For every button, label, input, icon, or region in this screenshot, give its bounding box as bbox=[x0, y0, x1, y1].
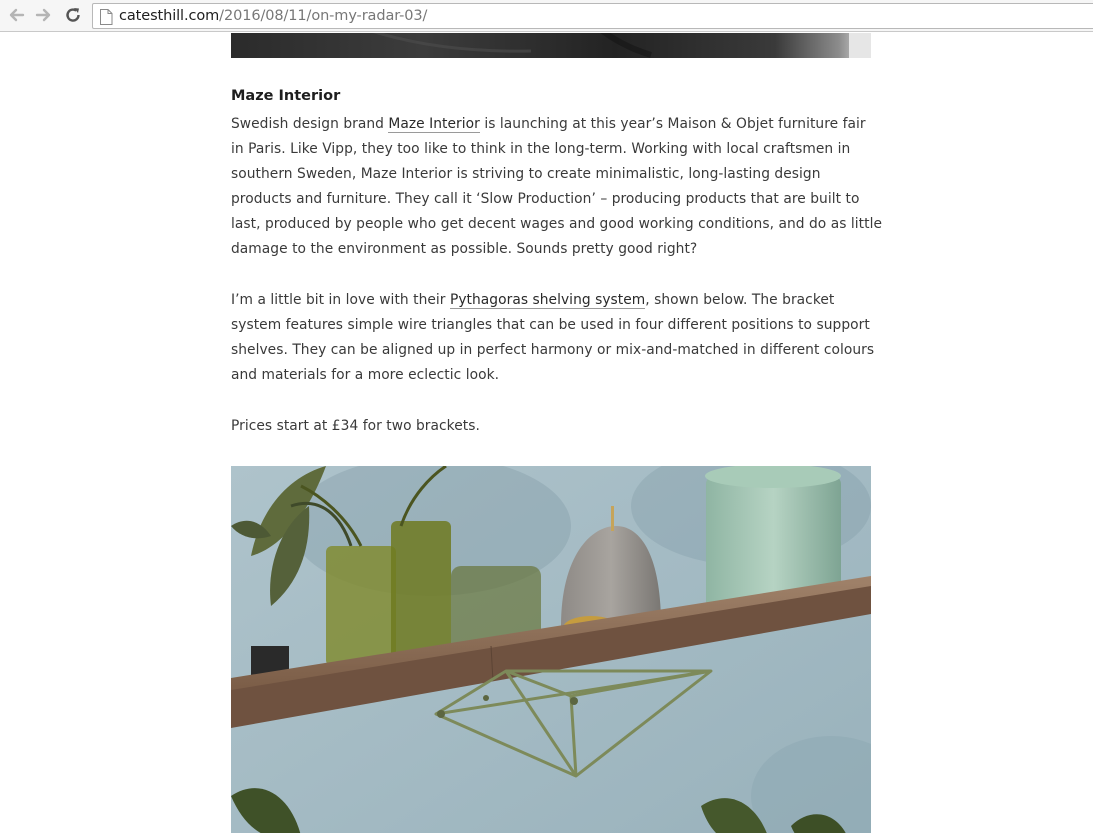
text-line: southern Sweden, Maze Interior is striving to create minimalistic, long-lasting design bbox=[231, 166, 821, 182]
page-content bbox=[0, 33, 1093, 833]
text-line: last, produced by people who get decent wages and good working conditions, and do as little bbox=[231, 216, 883, 232]
url-host: catesthill.com bbox=[119, 8, 220, 24]
article-body bbox=[231, 83, 881, 439]
maze-interior-link[interactable]: Maze Interior bbox=[388, 116, 480, 132]
previous-photo bbox=[231, 33, 871, 58]
back-button[interactable] bbox=[6, 5, 26, 25]
forward-arrow-icon bbox=[35, 7, 53, 23]
forward-button[interactable] bbox=[34, 5, 54, 25]
shelving-photo bbox=[231, 466, 871, 833]
reload-icon bbox=[64, 6, 82, 24]
paragraph-shelving bbox=[231, 288, 881, 388]
section-heading: Maze Interior bbox=[231, 88, 341, 104]
address-bar[interactable] bbox=[92, 3, 1093, 29]
text-line: and materials for a more eclectic look. bbox=[231, 367, 500, 383]
text-line: system features simple wire triangles that can be used in four different positions to support bbox=[231, 317, 870, 333]
url-path: /2016/08/11/on-my-radar-03/ bbox=[219, 8, 428, 24]
pythagoras-shelving-link[interactable]: Pythagoras shelving system bbox=[449, 292, 646, 308]
text-line: in Paris. Like Vipp, they too like to think in the long-term. Working with local craftsmen in bbox=[231, 141, 851, 157]
paragraph-intro bbox=[231, 112, 881, 262]
text-line: damage to the environment as possible. Sounds pretty good right? bbox=[231, 241, 698, 257]
text-span: is launching at this year’s Maison & Objet furniture fair bbox=[479, 116, 866, 132]
page-icon bbox=[99, 9, 113, 25]
reload-button[interactable] bbox=[63, 5, 83, 25]
text-span: I’m a little bit in love with their bbox=[231, 292, 450, 308]
paragraph-prices: Prices start at £34 for two brackets. bbox=[231, 418, 480, 434]
text-line: products and furniture. They call it ‘Slow Production’ – producing products that are built to bbox=[231, 191, 860, 207]
text-span: Swedish design brand bbox=[231, 116, 389, 132]
url-text[interactable] bbox=[119, 7, 427, 25]
browser-toolbar bbox=[0, 0, 1093, 32]
text-span: , shown below. The bracket bbox=[645, 292, 835, 308]
text-line: shelves. They can be aligned up in perfect harmony or mix-and-matched in different colours bbox=[231, 342, 875, 358]
back-arrow-icon bbox=[7, 7, 25, 23]
